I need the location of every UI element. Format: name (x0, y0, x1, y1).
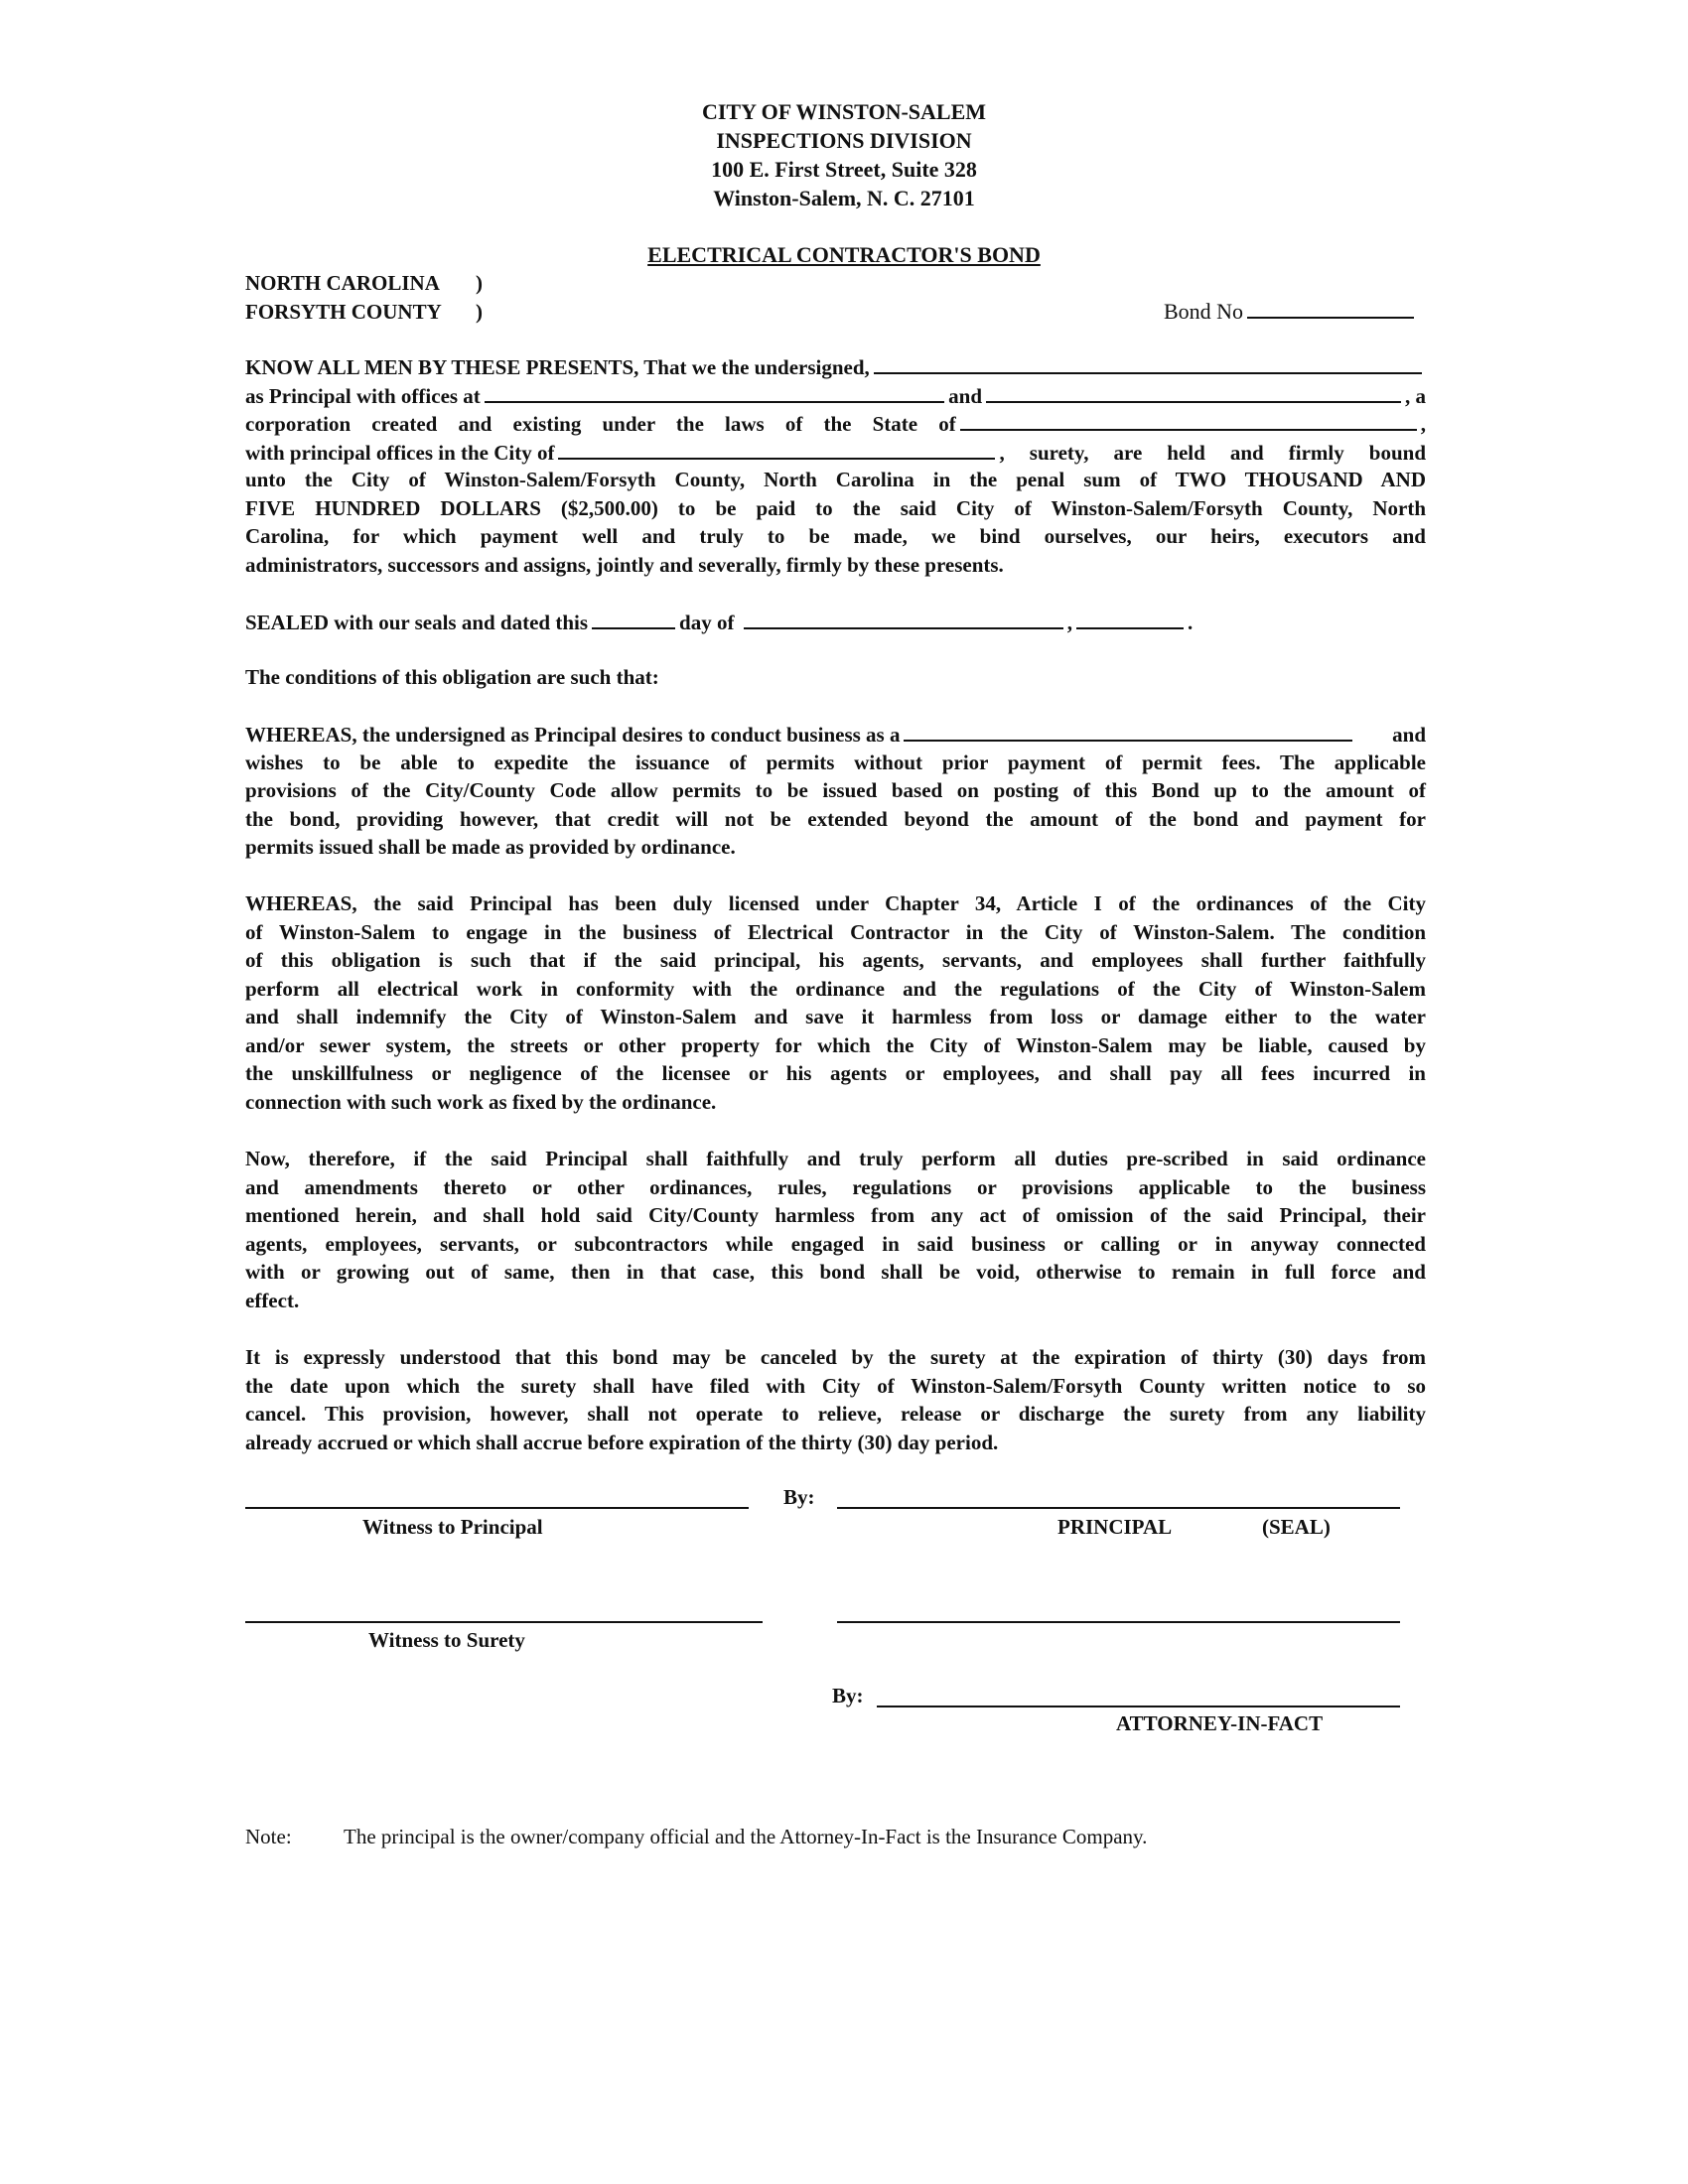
text: provisions of the City/County Code allow permits to be issued based on posting of this Bond up to the amount of (245, 778, 1426, 802)
day-field[interactable] (592, 608, 675, 629)
text: administrators, successors and assigns, jointly and severally, firmly by these presents. (245, 552, 1004, 577)
venue-state: NORTH CAROLINA (245, 271, 440, 295)
month-field[interactable] (744, 608, 1063, 629)
text: It is expressly understood that this bond may be canceled by the surety at the expiration of thirty (30) days from (245, 1345, 1426, 1369)
text: already accrued or which shall accrue before expiration of the thirty (30) day period. (245, 1430, 999, 1454)
text: perform all electrical work in conformity with the ordinance and the regulations of the City of Winston-Salem (245, 976, 1426, 1001)
witness-principal-signature-line[interactable] (245, 1507, 749, 1509)
text: unto the City of Winston-Salem/Forsyth County, North Carolina in the penal sum of TWO THOUSAND AND (245, 468, 1426, 491)
venue-county: FORSYTH COUNTY (245, 299, 442, 324)
text: agents, employees, servants, or subcontractors while engaged in said business or calling or in anyway connected (245, 1231, 1426, 1256)
bracket: ) (476, 299, 483, 324)
text: permits issued shall be made as provided by ordinance. (245, 835, 736, 859)
bond-no-field[interactable] (1247, 297, 1414, 319)
text: and shall indemnify the City of Winston-Salem and save it harmless from loss or damage either to the water (245, 1005, 1426, 1028)
document-title: ELECTRICAL CONTRACTOR'S BOND (647, 242, 1041, 267)
surety-city-field[interactable] (558, 438, 995, 460)
note-label: Note: (245, 1825, 292, 1848)
principal-office-field[interactable] (485, 381, 944, 403)
division-name: INSPECTIONS DIVISION (716, 128, 972, 153)
text: as Principal with offices at (245, 383, 481, 408)
text: mentioned herein, and shall hold said City/County harmless from any act of omission of the said Principal, their (245, 1203, 1426, 1227)
by-label: By: (783, 1485, 815, 1509)
whereas-paragraph-2 (245, 889, 1426, 1116)
text: WHEREAS, the said Principal has been duly licensed under Chapter 34, Article I of the ordinances of the City (245, 891, 1426, 915)
address-street: 100 E. First Street, Suite 328 (711, 157, 977, 182)
principal-label: PRINCIPAL (1057, 1515, 1173, 1539)
text: with or growing out of same, then in that case, this bond shall be void, otherwise to remain in full force and (245, 1260, 1426, 1284)
text: corporation created and existing under the laws of the State of (245, 412, 956, 436)
conditions-intro: The conditions of this obligation are such that: (245, 665, 659, 689)
text: with principal offices in the City of (245, 440, 555, 465)
note-text: The principal is the owner/company official and the Attorney-In-Fact is the Insurance Company. (344, 1825, 1148, 1848)
text: FIVE HUNDRED DOLLARS ($2,500.00) to be paid to the said City of Winston-Salem/Forsyth County, North (245, 495, 1426, 520)
state-field[interactable] (960, 409, 1417, 431)
bond-number (1164, 297, 1418, 327)
text: the bond, providing however, that credit will not be extended beyond the amount of the bond and payment for (245, 806, 1426, 831)
surety-name-field[interactable] (986, 381, 1401, 403)
text: and/or sewer system, the streets or other property for which the City of Winston-Salem may be liable, caused by (245, 1032, 1426, 1057)
witness-principal-label: Witness to Principal (362, 1515, 543, 1539)
business-type-field[interactable] (904, 720, 1352, 742)
principal-name-field[interactable] (874, 352, 1422, 374)
witness-surety-signature-line[interactable] (245, 1621, 763, 1623)
text: of Winston-Salem to engage in the business of Electrical Contractor in the City of Winston-Salem. The condition (245, 919, 1426, 944)
text: of this obligation is such that if the said principal, his agents, servants, and employees shall further faithfully (245, 948, 1426, 972)
sealed-line (245, 608, 1426, 636)
text: . (1187, 611, 1194, 634)
text: connection with such work as fixed by the ordinance. (245, 1089, 717, 1114)
witness-surety-label: Witness to Surety (368, 1628, 525, 1652)
text: Carolina, for which payment well and truly to be made, we bind ourselves, our heirs, executors and (245, 524, 1426, 548)
letterhead (0, 97, 1688, 212)
text: Now, therefore, if the said Principal shall faithfully and truly perform all duties pre-scribed in said ordinance (245, 1147, 1426, 1170)
text: SEALED with our seals and dated this (245, 611, 589, 634)
text: , (1066, 611, 1072, 634)
text: , (1420, 412, 1426, 436)
year-field[interactable] (1076, 608, 1184, 629)
bond-no-label: Bond No (1164, 299, 1244, 324)
text: effect. (245, 1288, 300, 1312)
text: , surety, are held and firmly bound (999, 440, 1426, 465)
principal-signature-line[interactable] (837, 1507, 1400, 1509)
attorney-signature-line[interactable] (877, 1706, 1400, 1707)
whereas-paragraph-1 (245, 720, 1426, 862)
text: and (1392, 723, 1426, 747)
city-name: CITY OF WINSTON-SALEM (701, 99, 987, 124)
text: and (948, 383, 982, 408)
attorney-label: ATTORNEY-IN-FACT (1116, 1711, 1324, 1735)
text: day of (679, 611, 735, 634)
text: and amendments thereto or other ordinances, rules, regulations or provisions applicable to the business (245, 1174, 1426, 1199)
obligation-paragraph (245, 352, 1426, 579)
text: wishes to be able to expedite the issuance of permits without prior payment of permit fees. The applicable (245, 750, 1426, 774)
text: the unskillfulness or negligence of the licensee or his agents or employees, and shall pay all fees incurred in (245, 1061, 1426, 1085)
surety-signature-line[interactable] (837, 1621, 1400, 1623)
text: , a (1405, 383, 1426, 408)
cancellation-paragraph (245, 1343, 1426, 1456)
text: WHEREAS, the undersigned as Principal desires to conduct business as a (245, 723, 901, 747)
now-therefore-paragraph (245, 1145, 1426, 1314)
seal-label: (SEAL) (1262, 1515, 1331, 1539)
text: the date upon which the surety shall have filed with City of Winston-Salem/Forsyth County written notice to so (245, 1373, 1426, 1398)
bracket: ) (476, 271, 483, 295)
text: cancel. This provision, however, shall not operate to relieve, release or discharge the surety from any liability (245, 1402, 1426, 1426)
address-city: Winston-Salem, N. C. 27101 (713, 186, 975, 210)
by-label: By: (832, 1684, 864, 1707)
text: KNOW ALL MEN BY THESE PRESENTS, That we the undersigned, (245, 355, 870, 379)
